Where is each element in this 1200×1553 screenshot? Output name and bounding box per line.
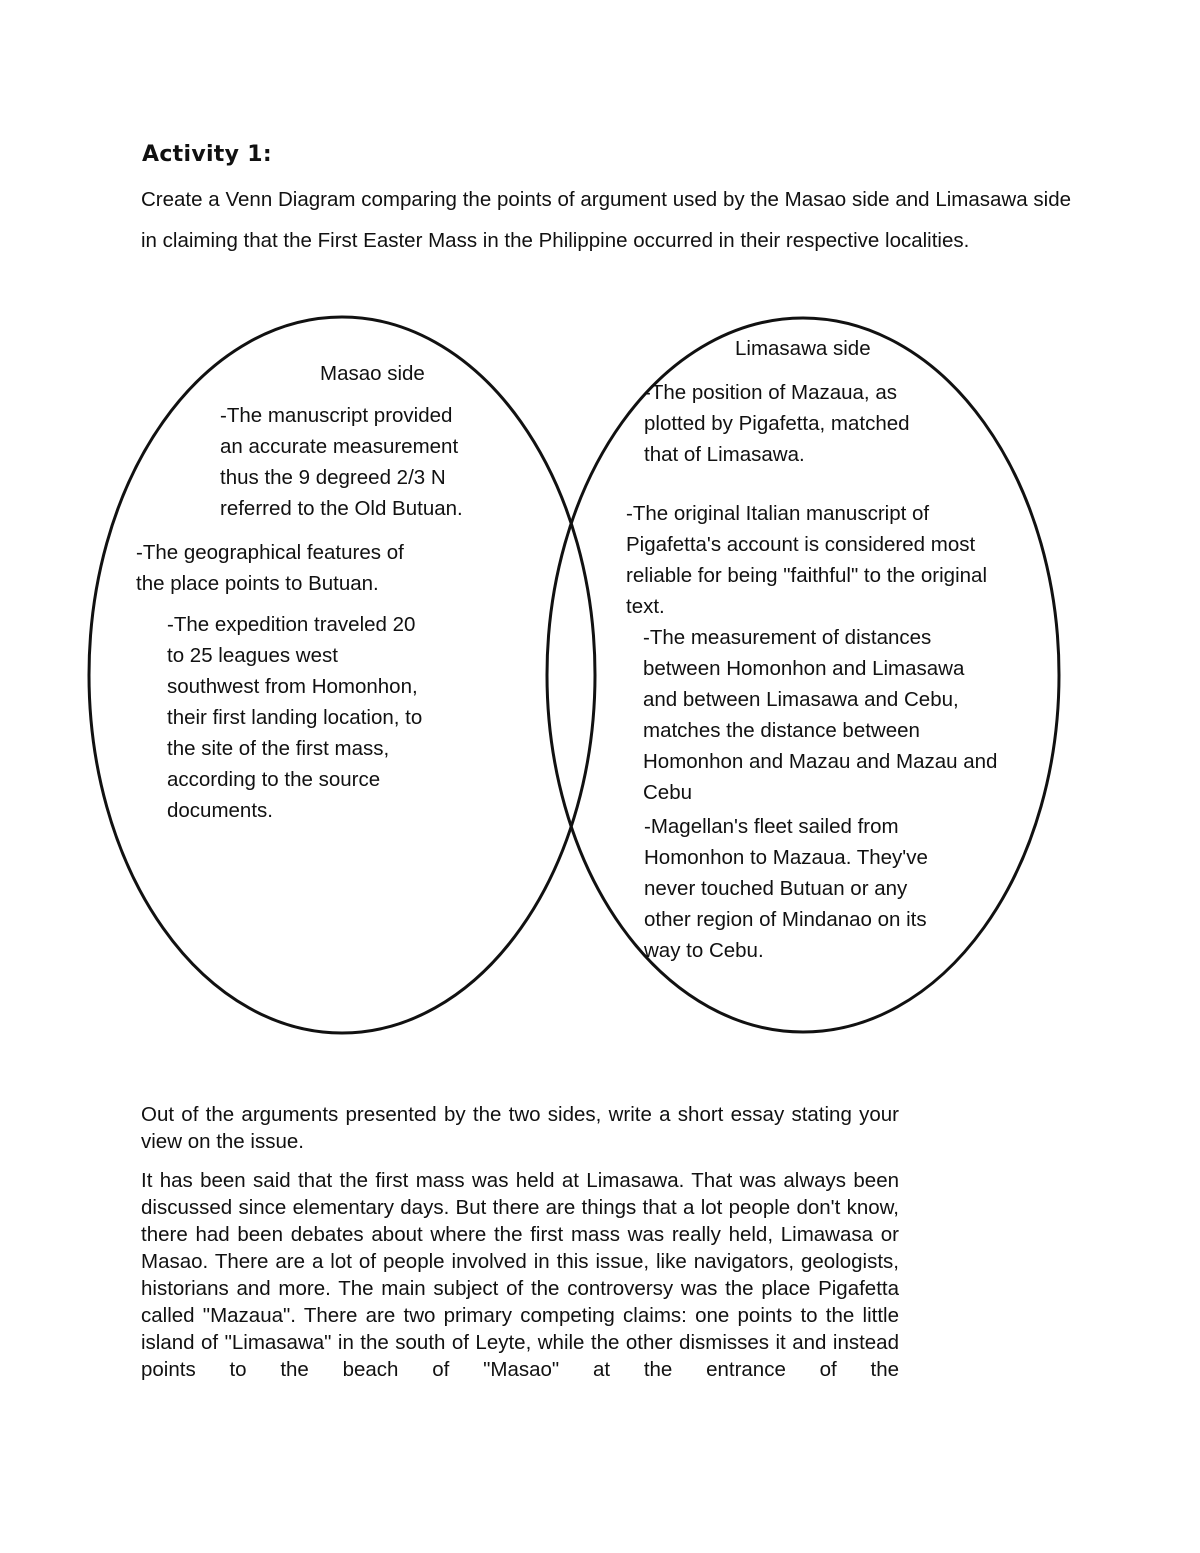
limasawa-point-1: -The position of Mazaua, as plotted by Pigafetta, matched that of Limasawa. [644,381,910,466]
limasawa-point-2: -The original Italian manuscript of Pigafetta's account is considered most reliable for being "faithful" to the original text. [626,502,987,618]
masao-side-title: Masao side [320,362,425,385]
masao-point-2: -The geographical features of the place points to Butuan. [136,541,404,595]
limasawa-point-3: -The measurement of distances between Homonhon and Limasawa and between Limasawa and Cebu, matches the distance between Homonhon and Mazau and Mazau and Cebu [643,626,998,804]
limasawa-side-title: Limasawa side [735,337,871,360]
activity-instructions: Create a Venn Diagram comparing the points of argument used by the Masao side and Limasawa side in claiming that the First Easter Mass in the Philippine occurred in their respective localities. [141,188,1071,252]
masao-point-1: -The manuscript provided an accurate measurement thus the 9 degreed 2/3 N referred to the Old Butuan. [220,404,463,520]
essay-body: It has been said that the first mass was held at Limasawa. That was always been discussed since elementary days. But there are things that a lot people don't know, there had been debates about where the first mass was really held, Limawasa or Masao. There are a lot of people involved in this issue, like navigators, geologists, historians and more. The main subject of the controversy was the place Pigafetta called "Mazaua". There are two primary competing claims: one points to the little island of "Limasawa" in the south of Leyte, while the other dismisses it and instead points to the beach of "Masao" at the entrance of the [141,1169,899,1381]
limasawa-point-4: -Magellan's fleet sailed from Homonhon to Mazaua. They've never touched Butuan or any other region of Mindanao on its way to Cebu. [644,815,928,962]
masao-point-3: -The expedition traveled 20 to 25 leagues west southwest from Homonhon, their first landing location, to the site of the first mass, according to the source documents. [167,613,423,822]
activity-heading: Activity 1: [142,142,272,167]
essay-prompt: Out of the arguments presented by the two sides, write a short essay stating your view on the issue. [141,1103,899,1153]
